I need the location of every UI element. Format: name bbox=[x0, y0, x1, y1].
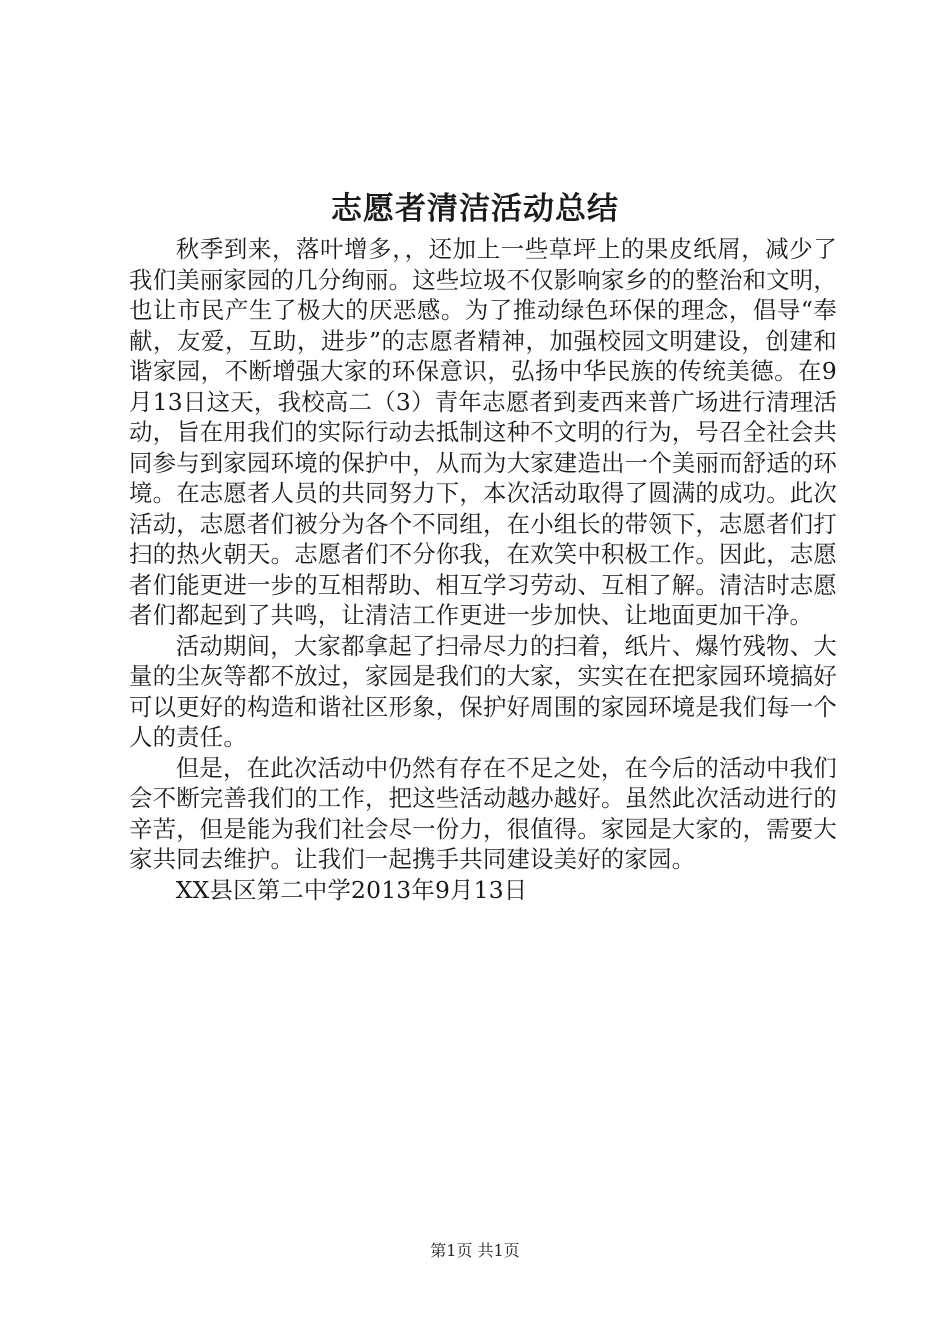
signature-line: XX县区第二中学2013年9月13日 bbox=[175, 875, 528, 904]
paragraph-3: 但是，在此次活动中仍然有存在不足之处，在今后的活动中我们会不断完善我们的工作，把这些活动越办越好。虽然此次活动进行的辛苦，但是能为我们社会尽一份力，很值得。家园是大家的，需要大家共同去维护。让我们一起携手共同建设美好的家园。 bbox=[129, 753, 837, 873]
paragraph-1: 秋季到来，落叶增多，，还加上一些草坪上的果皮纸屑，减少了我们美丽家园的几分绚丽。这些垃圾不仅影响家乡的的整治和文明，也让市民产生了极大的厌恶感。为了推动绿色环保的理念，倡导“奉献，友爱，互助，进步”的志愿者精神，加强校园文明建设，创建和谐家园，不断增强大家的环保意识，弘扬中华民族的传统美德。在9月13日这天，我校高二（3）青年志愿者到麦西来普广场进行清理活动，旨在用我们的实际行动去抵制这种不文明的行为，号召全社会共同参与到家园环境的保护中，从而为大家建造出一个美丽而舒适的环境。在志愿者人员的共同努力下，本次活动取得了圆满的成功。此次活动，志愿者们被分为各个不同组，在小组长的带领下，志愿者们打扫的热火朝天。志愿者们不分你我，在欢笑中积极工作。因此，志愿者们能更进一步的互相帮助、相互学习劳动、互相了解。清洁时志愿者们都起到了共鸣，让清洁工作更进一步加快、让地面更加干净。 bbox=[129, 235, 837, 629]
document-body bbox=[129, 234, 837, 905]
document-title: 志愿者清洁活动总结 bbox=[331, 191, 619, 227]
page-footer: 第1页 共1页 bbox=[430, 1241, 520, 1260]
paragraph-2: 活动期间，大家都拿起了扫帚尽力的扫着，纸片、爆竹残物、大量的尘灰等都不放过，家园是我们的大家，实实在在把家园环境搞好可以更好的构造和谐社区形象，保护好周围的家园环境是我们每一个人的责任。 bbox=[129, 631, 837, 751]
